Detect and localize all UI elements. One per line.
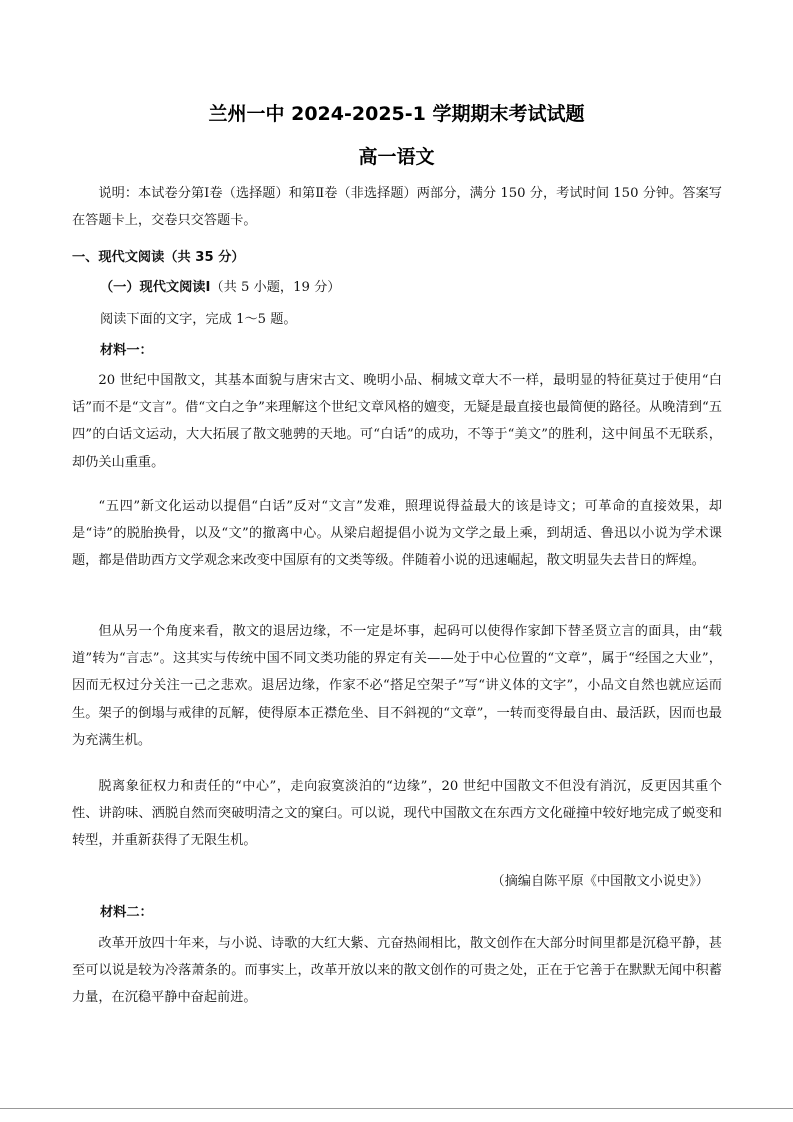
- section-heading: 一、现代文阅读（共 35 分）: [72, 250, 245, 265]
- exam-title: 兰州一中 2024-2025-1 学期期末考试试题: [208, 103, 585, 125]
- material1-paragraph-4: 脱离象征权力和责任的“中心”，走向寂寞淡泊的“边缘”，20 世纪中国散文不但没有消沉，反更因其重个性、讲韵味、洒脱自然而突破明清之文的窠臼。可以说，现代中国散文在东西方文化碰撞中较好地完成了蜕变和转型，并重新获得了无限生机。: [72, 779, 722, 849]
- part-heading-label: （一）现代文阅读Ⅰ: [100, 280, 211, 295]
- reading-prompt: 阅读下面的文字，完成 1～5 题。: [100, 312, 297, 327]
- material1-paragraph-2: “五四”新文化运动以提倡“白话”反对“文言”发难，照理说得益最大的该是诗文；可革命的直接效果，却是“诗”的脱胎换骨，以及“文”的撤离中心。从梁启超提倡小说为文学之最上乘，到胡适、鲁迅以小说为学术课题，都是借助西方文学观念来改变中国原有的文类等级。伴随着小说的迅速崛起，散文明显失去昔日的辉煌。: [72, 499, 722, 569]
- material1-paragraph-3: 但从另一个角度来看，散文的退居边缘，不一定是坏事，起码可以使得作家卸下替圣贤立言的面具，由“载道”转为“言志”。这其实与传统中国不同文类功能的界定有关——处于中心位置的“文章”，属于“经国之大业”，因而无权过分关注一己之悲欢。退居边缘，作家不必“搭足空架子”写“讲义体的文字”，小品文自然也就应运而生。架子的倒塌与戒律的瓦解，使得原本正襟危坐、目不斜视的“文章”，一转而变得最自由、最活跃，因而也最为充满生机。: [72, 624, 722, 748]
- exam-subject: 高一语文: [358, 146, 435, 168]
- instructions: 说明：本试卷分第Ⅰ卷（选择题）和第Ⅱ卷（非选择题）两部分，满分 150 分，考试时间 150 分钟。答案写在答题卡上，交卷只交答题卡。: [72, 186, 722, 229]
- material1-paragraph-1: 20 世纪中国散文，其基本面貌与唐宋古文、晚明小品、桐城文章大不一样，最明显的特征莫过于使用“白话”而不是“文言”。借“文白之争”来理解这个世纪文章风格的嬗变，无疑是最直接也最简便的路径。从晚清到“五四”的白话文运动，大大拓展了散文驰骋的天地。可“白话”的成功，不等于“美文”的胜利，这中间虽不无联系，却仍关山重重。: [72, 373, 722, 470]
- material2-paragraph-1: 改革开放四十年来，与小说、诗歌的大红大紫、亢奋热闹相比，散文创作在大部分时间里都是沉稳平静，甚至可以说是较为冷落萧条的。而事实上，改革开放以来的散文创作的可贵之处，正在于它善于在默默无闻中积蓄力量，在沉稳平静中奋起前进。: [72, 936, 722, 1006]
- material1-source: （摘编自陈平原《中国散文小说史》）: [491, 874, 709, 889]
- part-heading-note: （共 5 小题，19 分）: [210, 280, 341, 295]
- material2-label: 材料二：: [100, 905, 153, 920]
- footer-divider: [0, 1108, 793, 1109]
- part-heading: [100, 274, 340, 301]
- material1-label: 材料一：: [100, 343, 153, 358]
